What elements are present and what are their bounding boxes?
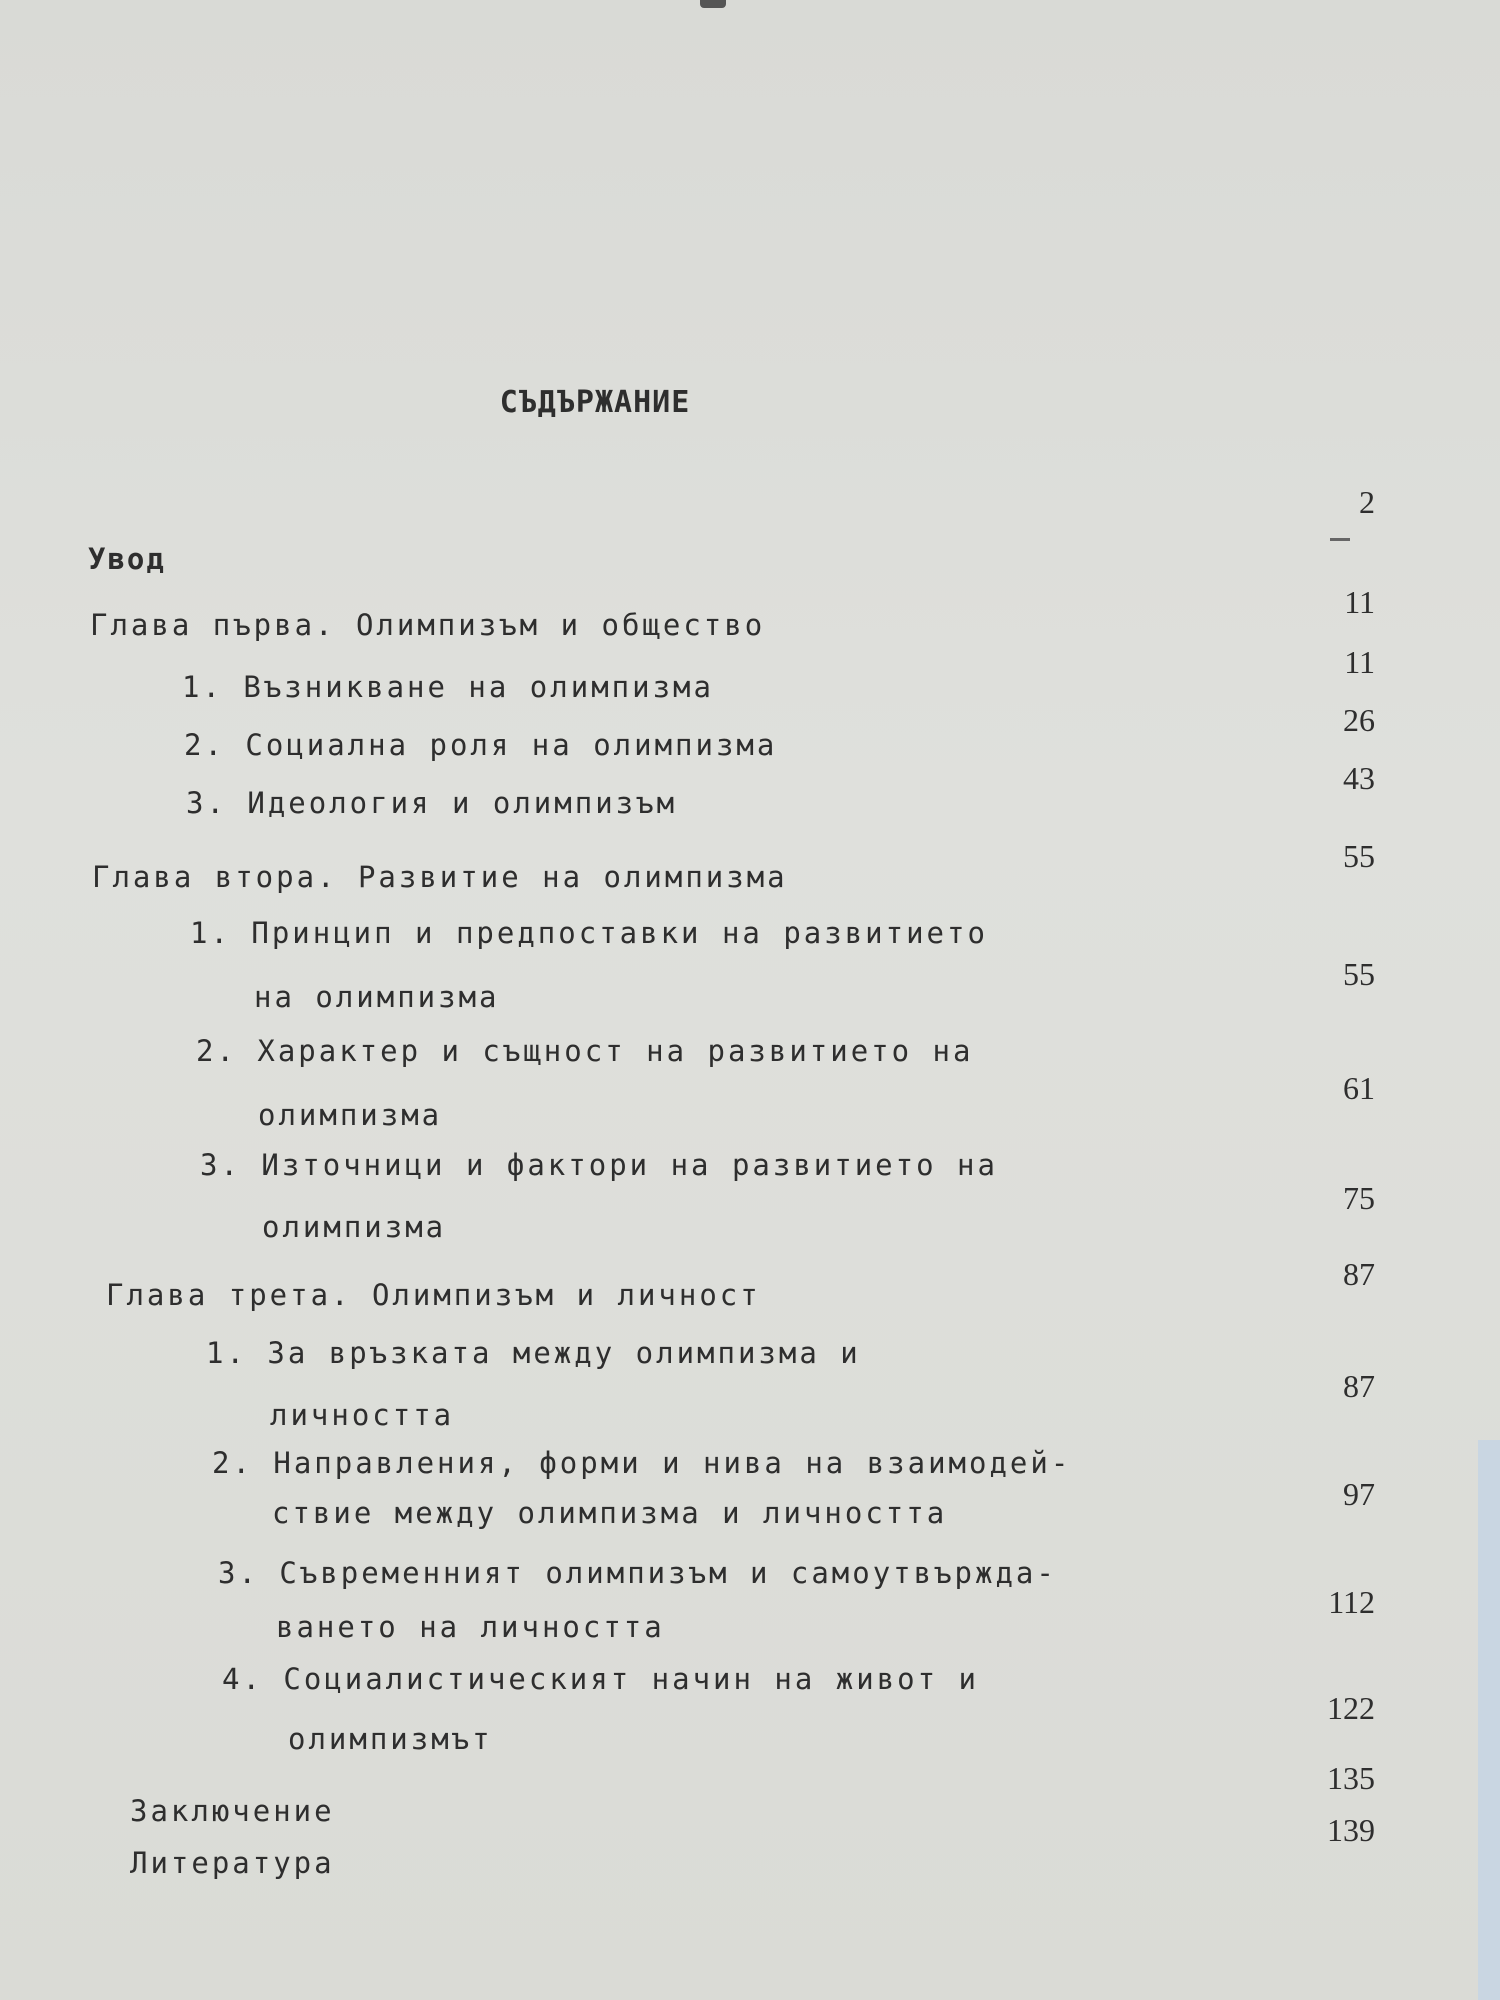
page-number: 75 bbox=[1343, 1180, 1375, 1216]
toc-entry-1-2: 2. Социална роля на олимпизма bbox=[184, 728, 778, 762]
toc-entry-3-1-cont: личността bbox=[270, 1398, 455, 1432]
page-number: 135 bbox=[1327, 1760, 1375, 1796]
page-number: 55 bbox=[1343, 838, 1375, 874]
toc-entry-chapter-2: Глава втора. Развитие на олимпизма bbox=[92, 860, 788, 894]
toc-entry-1-3: 3. Идеология и олимпизъм bbox=[186, 786, 678, 820]
page-number: 11 bbox=[1344, 584, 1375, 620]
page-number: 139 bbox=[1327, 1812, 1375, 1848]
toc-entry-2-1: 1. Принцип и предпоставки на развитието bbox=[190, 916, 988, 950]
page-number: 87 bbox=[1343, 1368, 1375, 1404]
toc-entry-bibliography: Литература bbox=[130, 1846, 335, 1880]
toc-entry-3-2: 2. Направления, форми и нива на взаимодей- bbox=[212, 1446, 1072, 1480]
toc-entry-3-2-cont: ствие между олимпизма и личността bbox=[272, 1496, 948, 1530]
page-number: 11 bbox=[1344, 644, 1375, 680]
page-number: 87 bbox=[1343, 1256, 1375, 1292]
page-number: 97 bbox=[1343, 1476, 1375, 1512]
toc-entry-chapter-3: Глава трета. Олимпизъм и личност bbox=[106, 1278, 761, 1312]
page-number: 2 bbox=[1359, 484, 1375, 520]
toc-entry-2-2: 2. Характер и същност на развитието на bbox=[196, 1034, 974, 1068]
toc-title: СЪДЪРЖАНИЕ bbox=[499, 385, 691, 420]
toc-entry-introduction: Увод bbox=[88, 542, 166, 576]
toc-entry-2-3-cont: олимпизма bbox=[262, 1210, 447, 1244]
page-number: 55 bbox=[1343, 956, 1375, 992]
page-number: 122 bbox=[1327, 1690, 1375, 1726]
toc-entry-2-2-cont: олимпизма bbox=[258, 1098, 443, 1132]
page-edge bbox=[1478, 1440, 1500, 2000]
toc-entry-3-4: 4. Социалистическият начин на живот и bbox=[222, 1662, 980, 1696]
toc-entry-2-1-cont: на олимпизма bbox=[254, 980, 500, 1014]
page-top-mark bbox=[700, 0, 726, 8]
toc-entry-3-3: 3. Съвременният олимпизъм и самоутвържда- bbox=[218, 1556, 1057, 1590]
toc-entry-1-1: 1. Възникване на олимпизма bbox=[182, 670, 714, 704]
toc-entry-3-3-cont: ването на личността bbox=[276, 1610, 665, 1644]
page-number: 112 bbox=[1328, 1584, 1375, 1620]
page-number: 43 bbox=[1343, 760, 1375, 796]
page-number-tick bbox=[1330, 538, 1350, 541]
toc-entry-3-4-cont: олимпизмът bbox=[288, 1722, 493, 1756]
page-number: 26 bbox=[1343, 702, 1375, 738]
toc-entry-chapter-1: Глава първа. Олимпизъм и общество bbox=[90, 608, 766, 642]
toc-entry-conclusion: Заключение bbox=[130, 1794, 335, 1828]
toc-entry-3-1: 1. За връзката между олимпизма и bbox=[206, 1336, 861, 1370]
page-number: 61 bbox=[1343, 1070, 1375, 1106]
toc-entry-2-3: 3. Източници и фактори на развитието на bbox=[200, 1148, 998, 1182]
